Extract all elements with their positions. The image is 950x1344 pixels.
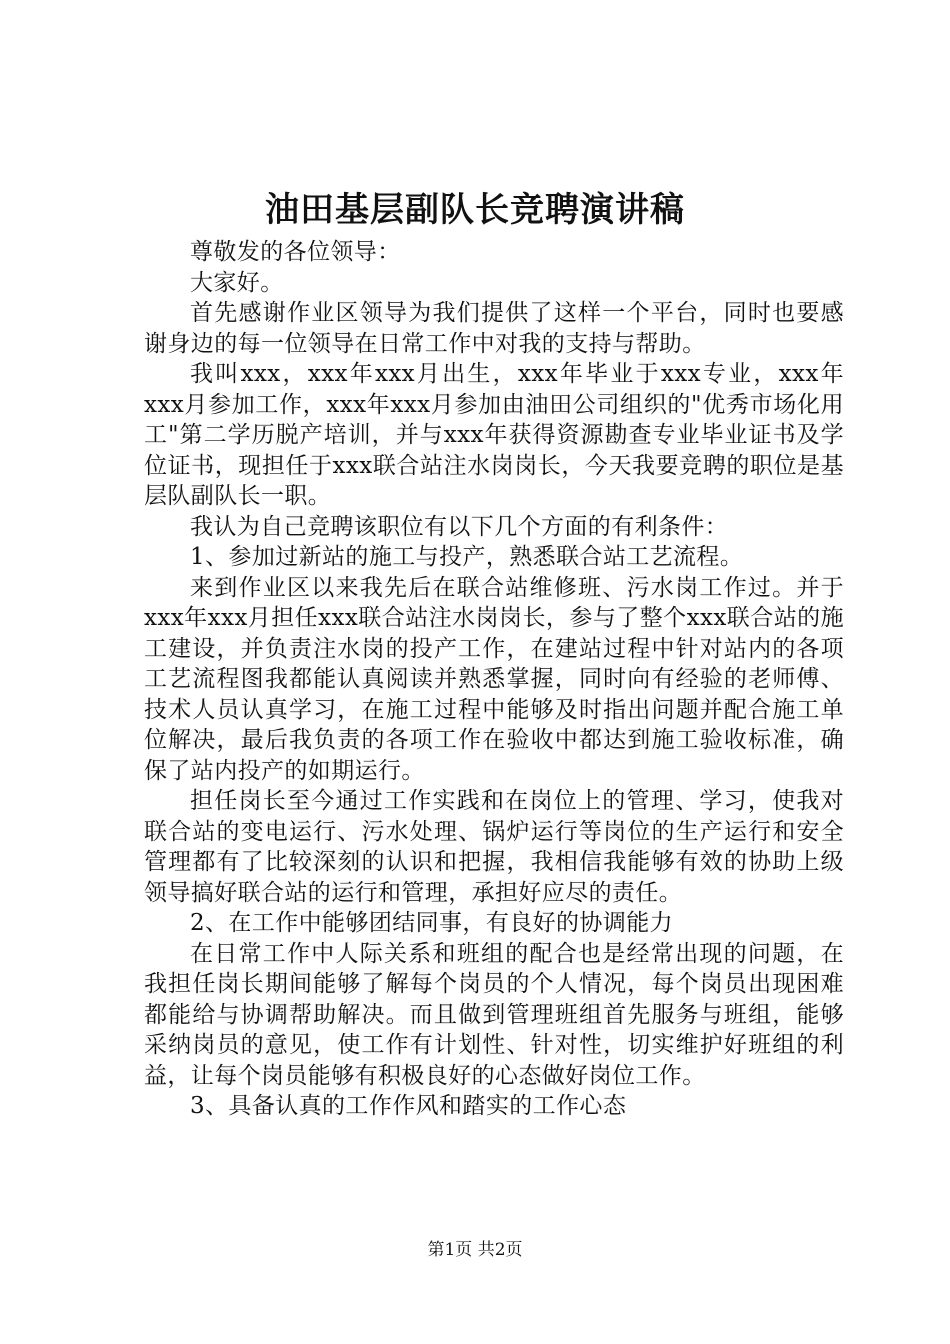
salutation: 尊敬发的各位领导： (190, 239, 401, 265)
page-footer: 第1页 共2页 (427, 1240, 523, 1260)
paragraph-management: 担任岗长至今通过工作实践和在岗位上的管理、学习，使我对联合站的变电运行、污水处理、锅炉运行等岗位的生产运行和安全管理都有了比较深刻的认识和把握，我相信我能够有效的协助上级领导搞好联合站的运行和管理，承担好应尽的责任。 (144, 788, 844, 906)
paragraph-self-intro: 我叫xxx，xxx年xxx月出生，xxx年毕业于xxx专业，xxx年xxx月参加工作，xxx年xxx月参加由油田公司组织的"优秀市场化用工"第二学历脱产培训，并与xxx年获得资源勘查专业毕业证书及学位证书，现担任于xxx联合站注水岗岗长，今天我要竞聘的职位是基层队副队长一职。 (144, 361, 844, 509)
paragraph-experience: 来到作业区以来我先后在联合站维修班、污水岗工作过。并于xxx年xxx月担任xxx联合站注水岗岗长，参与了整个xxx联合站的施工建设，并负责注水岗的投产工作，在建站过程中针对站内的各项工艺流程图我都能认真阅读并熟悉掌握，同时向有经验的老师傅、技术人员认真学习，在施工过程中能够及时指出问题并配合施工单位解决，最后我负责的各项工作在验收中都达到施工验收标准，确保了站内投产的如期运行。 (144, 574, 844, 784)
paragraph-teamwork: 在日常工作中人际关系和班组的配合也是经常出现的问题，在我担任岗长期间能够了解每个岗员的个人情况，每个岗员出现困难都能给与协调帮助解决。而且做到管理班组首先服务与班组，能够采纳岗员的意见，使工作有计划性、针对性，切实维护好班组的利益，让每个岗员能够有积极良好的心态做好岗位工作。 (144, 940, 844, 1089)
heading-point-1: 1、参加过新站的施工与投产，熟悉联合站工艺流程。 (190, 544, 744, 570)
heading-point-3: 3、具备认真的工作作风和踏实的工作心态 (190, 1093, 627, 1119)
document-title: 油田基层副队长竞聘演讲稿 (265, 190, 685, 230)
greeting: 大家好。 (190, 269, 284, 296)
heading-point-2: 2、在工作中能够团结同事，有良好的协调能力 (190, 910, 674, 936)
paragraph-conditions-intro: 我认为自己竞聘该职位有以下几个方面的有利条件： (190, 513, 729, 540)
document-body (144, 237, 844, 1122)
paragraph-thanks: 首先感谢作业区领导为我们提供了这样一个平台，同时也要感谢身边的每一位领导在日常工作中对我的支持与帮助。 (144, 300, 844, 357)
